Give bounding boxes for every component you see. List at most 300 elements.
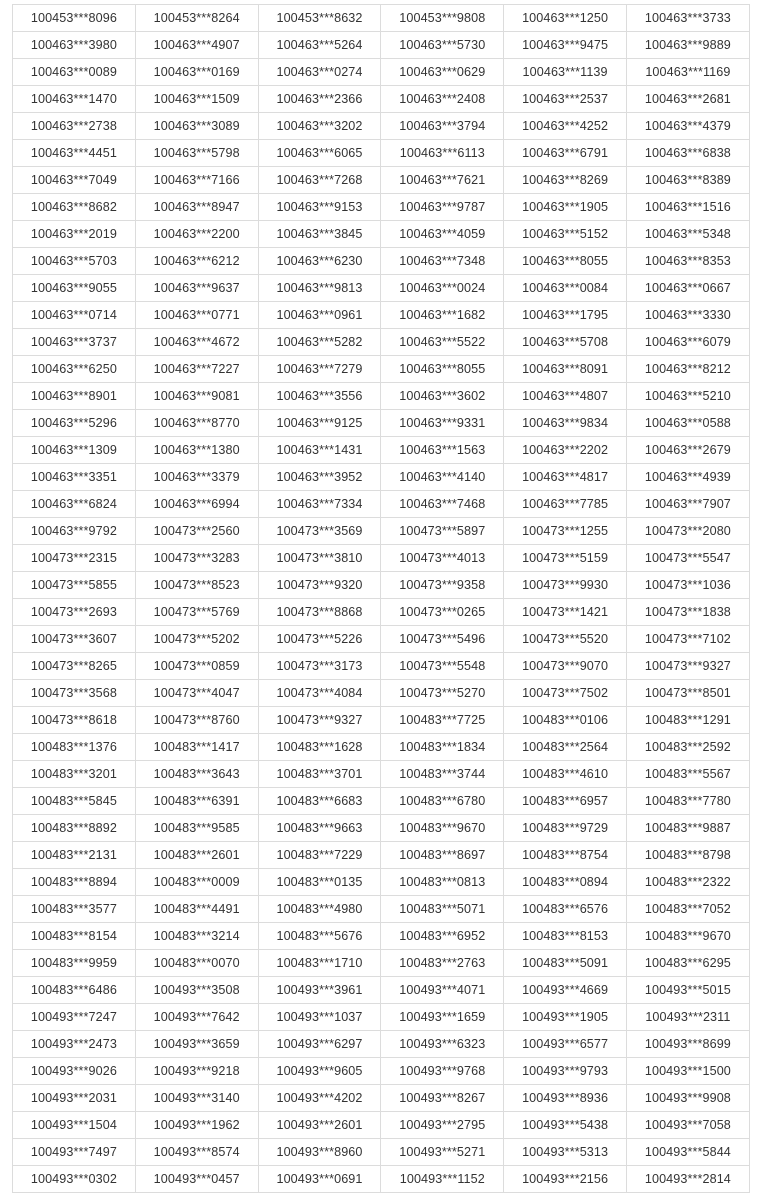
table-cell: 100463***7049 (13, 167, 136, 194)
table-cell: 100463***3330 (626, 302, 749, 329)
table-cell: 100463***3952 (258, 464, 381, 491)
table-cell: 100493***9605 (258, 1058, 381, 1085)
table-cell: 100483***7780 (626, 788, 749, 815)
table-cell: 100463***2366 (258, 86, 381, 113)
table-cell: 100463***8353 (626, 248, 749, 275)
table-row (13, 626, 750, 653)
table-cell: 100463***1431 (258, 437, 381, 464)
table-cell: 100463***4140 (381, 464, 504, 491)
table-cell: 100463***0667 (626, 275, 749, 302)
table-cell: 100483***1834 (381, 734, 504, 761)
table-cell: 100493***1500 (626, 1058, 749, 1085)
table-cell: 100473***8868 (258, 599, 381, 626)
table-row (13, 599, 750, 626)
table-cell: 100473***5897 (381, 518, 504, 545)
table-cell: 100483***7725 (381, 707, 504, 734)
table-cell: 100463***3379 (135, 464, 258, 491)
table-cell: 100463***9889 (626, 32, 749, 59)
table-cell: 100483***2763 (381, 950, 504, 977)
table-cell: 100473***5226 (258, 626, 381, 653)
table-row (13, 1166, 750, 1193)
table-cell: 100473***4084 (258, 680, 381, 707)
table-row (13, 86, 750, 113)
table-cell: 100493***5438 (504, 1112, 627, 1139)
table-cell: 100463***9081 (135, 383, 258, 410)
table-row (13, 1004, 750, 1031)
table-row (13, 707, 750, 734)
table-cell: 100463***4817 (504, 464, 627, 491)
table-cell: 100483***8754 (504, 842, 627, 869)
table-cell: 100463***9125 (258, 410, 381, 437)
table-cell: 100483***4491 (135, 896, 258, 923)
table-cell: 100483***6576 (504, 896, 627, 923)
table-cell: 100483***6486 (13, 977, 136, 1004)
table-cell: 100493***1659 (381, 1004, 504, 1031)
table-cell: 100473***9327 (258, 707, 381, 734)
table-cell: 100483***6780 (381, 788, 504, 815)
table-cell: 100473***3607 (13, 626, 136, 653)
table-cell: 100473***2560 (135, 518, 258, 545)
table-cell: 100483***3201 (13, 761, 136, 788)
table-cell: 100493***4202 (258, 1085, 381, 1112)
table-cell: 100483***0009 (135, 869, 258, 896)
table-cell: 100473***7102 (626, 626, 749, 653)
table-cell: 100463***5282 (258, 329, 381, 356)
table-row (13, 32, 750, 59)
table-cell: 100463***2200 (135, 221, 258, 248)
table-cell: 100493***9218 (135, 1058, 258, 1085)
table-cell: 100483***8153 (504, 923, 627, 950)
table-cell: 100463***1509 (135, 86, 258, 113)
table-cell: 100463***3733 (626, 5, 749, 32)
table-row (13, 1085, 750, 1112)
table-cell: 100463***1169 (626, 59, 749, 86)
table-cell: 100463***6113 (381, 140, 504, 167)
table-cell: 100463***4059 (381, 221, 504, 248)
table-cell: 100493***5844 (626, 1139, 749, 1166)
table-cell: 100463***1309 (13, 437, 136, 464)
table-row (13, 329, 750, 356)
table-row (13, 383, 750, 410)
table-cell: 100483***6391 (135, 788, 258, 815)
table-cell: 100493***2473 (13, 1031, 136, 1058)
table-cell: 100463***3980 (13, 32, 136, 59)
table-cell: 100463***0274 (258, 59, 381, 86)
table-cell: 100463***9153 (258, 194, 381, 221)
table-cell: 100483***1628 (258, 734, 381, 761)
table-cell: 100463***9787 (381, 194, 504, 221)
table-cell: 100493***1504 (13, 1112, 136, 1139)
table-row (13, 680, 750, 707)
table-cell: 100483***7229 (258, 842, 381, 869)
table-cell: 100483***2601 (135, 842, 258, 869)
table-cell: 100483***1376 (13, 734, 136, 761)
table-cell: 100463***1470 (13, 86, 136, 113)
table-row (13, 437, 750, 464)
table-cell: 100483***5091 (504, 950, 627, 977)
table-cell: 100493***6323 (381, 1031, 504, 1058)
table-cell: 100493***2601 (258, 1112, 381, 1139)
table-cell: 100463***2681 (626, 86, 749, 113)
table-cell: 100463***5348 (626, 221, 749, 248)
table-cell: 100463***7468 (381, 491, 504, 518)
table-cell: 100463***1905 (504, 194, 627, 221)
table-cell: 100483***2564 (504, 734, 627, 761)
table-row (13, 761, 750, 788)
table-cell: 100463***0089 (13, 59, 136, 86)
table-cell: 100483***4980 (258, 896, 381, 923)
table-cell: 100483***2592 (626, 734, 749, 761)
table-cell: 100463***6791 (504, 140, 627, 167)
table-cell: 100493***5015 (626, 977, 749, 1004)
id-table-body (13, 5, 750, 1193)
table-cell: 100493***7058 (626, 1112, 749, 1139)
table-row (13, 5, 750, 32)
id-table (12, 4, 750, 1193)
table-cell: 100493***6577 (504, 1031, 627, 1058)
table-row (13, 923, 750, 950)
table-row (13, 59, 750, 86)
table-cell: 100463***5296 (13, 410, 136, 437)
table-row (13, 167, 750, 194)
table-row (13, 518, 750, 545)
table-cell: 100473***5159 (504, 545, 627, 572)
table-cell: 100493***6297 (258, 1031, 381, 1058)
table-cell: 100483***6683 (258, 788, 381, 815)
table-cell: 100463***9475 (504, 32, 627, 59)
table-cell: 100483***0813 (381, 869, 504, 896)
table-row (13, 1031, 750, 1058)
table-cell: 100493***0457 (135, 1166, 258, 1193)
table-cell: 100483***6952 (381, 923, 504, 950)
table-cell: 100473***5855 (13, 572, 136, 599)
table-row (13, 950, 750, 977)
table-cell: 100483***5071 (381, 896, 504, 923)
table-cell: 100463***3202 (258, 113, 381, 140)
table-cell: 100483***5567 (626, 761, 749, 788)
table-cell: 100463***0629 (381, 59, 504, 86)
table-cell: 100483***5676 (258, 923, 381, 950)
table-cell: 100493***7247 (13, 1004, 136, 1031)
table-cell: 100483***4610 (504, 761, 627, 788)
table-cell: 100473***0265 (381, 599, 504, 626)
table-cell: 100493***8936 (504, 1085, 627, 1112)
table-cell: 100493***3140 (135, 1085, 258, 1112)
table-cell: 100463***1139 (504, 59, 627, 86)
table-row (13, 869, 750, 896)
table-cell: 100463***2019 (13, 221, 136, 248)
table-cell: 100453***8096 (13, 5, 136, 32)
table-cell: 100473***2080 (626, 518, 749, 545)
table-cell: 100483***1710 (258, 950, 381, 977)
table-cell: 100463***6838 (626, 140, 749, 167)
table-cell: 100483***3577 (13, 896, 136, 923)
table-cell: 100463***8055 (381, 356, 504, 383)
table-cell: 100493***8267 (381, 1085, 504, 1112)
table-cell: 100483***3744 (381, 761, 504, 788)
table-cell: 100493***0691 (258, 1166, 381, 1193)
table-cell: 100483***0070 (135, 950, 258, 977)
table-row (13, 977, 750, 1004)
table-cell: 100493***8960 (258, 1139, 381, 1166)
table-cell: 100453***8264 (135, 5, 258, 32)
table-cell: 100483***8154 (13, 923, 136, 950)
table-cell: 100463***8212 (626, 356, 749, 383)
table-cell: 100473***9358 (381, 572, 504, 599)
table-cell: 100463***4672 (135, 329, 258, 356)
table-cell: 100463***1795 (504, 302, 627, 329)
table-row (13, 572, 750, 599)
table-cell: 100493***5313 (504, 1139, 627, 1166)
table-row (13, 302, 750, 329)
table-cell: 100493***7642 (135, 1004, 258, 1031)
table-row (13, 491, 750, 518)
table-row (13, 653, 750, 680)
table-cell: 100493***2031 (13, 1085, 136, 1112)
table-cell: 100483***1417 (135, 734, 258, 761)
table-cell: 100493***0302 (13, 1166, 136, 1193)
table-cell: 100483***9663 (258, 815, 381, 842)
table-cell: 100483***9887 (626, 815, 749, 842)
table-cell: 100463***4379 (626, 113, 749, 140)
table-cell: 100463***1250 (504, 5, 627, 32)
table-cell: 100473***5520 (504, 626, 627, 653)
table-row (13, 815, 750, 842)
table-row (13, 1058, 750, 1085)
table-cell: 100473***8265 (13, 653, 136, 680)
table-cell: 100483***8892 (13, 815, 136, 842)
table-row (13, 1112, 750, 1139)
table-row (13, 734, 750, 761)
table-cell: 100463***6824 (13, 491, 136, 518)
table-cell: 100463***5522 (381, 329, 504, 356)
table-cell: 100493***4071 (381, 977, 504, 1004)
table-cell: 100463***0169 (135, 59, 258, 86)
table-cell: 100493***9793 (504, 1058, 627, 1085)
table-row (13, 896, 750, 923)
table-cell: 100473***1036 (626, 572, 749, 599)
table-cell: 100493***8574 (135, 1139, 258, 1166)
table-cell: 100463***8947 (135, 194, 258, 221)
table-cell: 100463***9834 (504, 410, 627, 437)
table-cell: 100493***9908 (626, 1085, 749, 1112)
table-cell: 100473***1421 (504, 599, 627, 626)
table-cell: 100493***2311 (626, 1004, 749, 1031)
table-cell: 100463***3556 (258, 383, 381, 410)
table-cell: 100463***9055 (13, 275, 136, 302)
table-cell: 100483***3701 (258, 761, 381, 788)
table-cell: 100463***5798 (135, 140, 258, 167)
table-cell: 100473***5202 (135, 626, 258, 653)
table-cell: 100463***5730 (381, 32, 504, 59)
table-cell: 100463***2202 (504, 437, 627, 464)
table-row (13, 464, 750, 491)
table-cell: 100453***9808 (381, 5, 504, 32)
table-cell: 100463***8269 (504, 167, 627, 194)
table-cell: 100483***9585 (135, 815, 258, 842)
table-cell: 100483***9729 (504, 815, 627, 842)
table-row (13, 842, 750, 869)
table-cell: 100473***5548 (381, 653, 504, 680)
table-cell: 100493***2814 (626, 1166, 749, 1193)
table-cell: 100473***9070 (504, 653, 627, 680)
table-cell: 100493***2795 (381, 1112, 504, 1139)
table-cell: 100493***9026 (13, 1058, 136, 1085)
table-cell: 100463***4907 (135, 32, 258, 59)
table-row (13, 221, 750, 248)
table-cell: 100473***8618 (13, 707, 136, 734)
table-cell: 100463***3737 (13, 329, 136, 356)
table-cell: 100473***8523 (135, 572, 258, 599)
table-cell: 100463***7785 (504, 491, 627, 518)
table-cell: 100483***3214 (135, 923, 258, 950)
table-row (13, 140, 750, 167)
table-cell: 100483***2322 (626, 869, 749, 896)
table-cell: 100463***3351 (13, 464, 136, 491)
table-cell: 100473***1838 (626, 599, 749, 626)
table-row (13, 275, 750, 302)
table-cell: 100473***5769 (135, 599, 258, 626)
table-cell: 100463***0961 (258, 302, 381, 329)
table-cell: 100473***9320 (258, 572, 381, 599)
table-cell: 100473***3810 (258, 545, 381, 572)
table-cell: 100463***5264 (258, 32, 381, 59)
table-cell: 100473***4013 (381, 545, 504, 572)
table-cell: 100473***2315 (13, 545, 136, 572)
table-cell: 100483***8697 (381, 842, 504, 869)
table-cell: 100463***8389 (626, 167, 749, 194)
table-cell: 100493***4669 (504, 977, 627, 1004)
table-cell: 100463***8770 (135, 410, 258, 437)
table-cell: 100463***3794 (381, 113, 504, 140)
table-cell: 100463***0714 (13, 302, 136, 329)
table-cell: 100463***4451 (13, 140, 136, 167)
table-cell: 100463***3602 (381, 383, 504, 410)
table-cell: 100463***8901 (13, 383, 136, 410)
table-cell: 100463***9331 (381, 410, 504, 437)
table-row (13, 545, 750, 572)
table-cell: 100463***1682 (381, 302, 504, 329)
table-cell: 100463***8682 (13, 194, 136, 221)
table-cell: 100463***0588 (626, 410, 749, 437)
table-cell: 100483***9670 (381, 815, 504, 842)
table-cell: 100493***3961 (258, 977, 381, 1004)
table-cell: 100463***7621 (381, 167, 504, 194)
table-cell: 100493***7497 (13, 1139, 136, 1166)
table-cell: 100493***8699 (626, 1031, 749, 1058)
table-cell: 100463***2537 (504, 86, 627, 113)
table-row (13, 194, 750, 221)
table-cell: 100473***3173 (258, 653, 381, 680)
table-cell: 100463***8055 (504, 248, 627, 275)
table-row (13, 1139, 750, 1166)
table-cell: 100473***7502 (504, 680, 627, 707)
table-cell: 100493***5271 (381, 1139, 504, 1166)
table-cell: 100463***0771 (135, 302, 258, 329)
table-cell: 100483***5845 (13, 788, 136, 815)
table-cell: 100473***0859 (135, 653, 258, 680)
table-cell: 100463***7279 (258, 356, 381, 383)
table-row (13, 248, 750, 275)
table-cell: 100473***9327 (626, 653, 749, 680)
table-cell: 100463***6250 (13, 356, 136, 383)
id-table-container (12, 4, 749, 1193)
table-cell: 100473***3568 (13, 680, 136, 707)
table-cell: 100463***1563 (381, 437, 504, 464)
table-cell: 100493***3659 (135, 1031, 258, 1058)
table-cell: 100463***8091 (504, 356, 627, 383)
table-cell: 100463***6230 (258, 248, 381, 275)
table-cell: 100463***1516 (626, 194, 749, 221)
table-cell: 100463***3845 (258, 221, 381, 248)
table-cell: 100493***1152 (381, 1166, 504, 1193)
table-cell: 100463***5210 (626, 383, 749, 410)
table-cell: 100463***2738 (13, 113, 136, 140)
table-cell: 100463***1380 (135, 437, 258, 464)
table-cell: 100463***7268 (258, 167, 381, 194)
table-cell: 100463***4252 (504, 113, 627, 140)
table-cell: 100473***9930 (504, 572, 627, 599)
table-cell: 100483***0106 (504, 707, 627, 734)
table-cell: 100463***7334 (258, 491, 381, 518)
table-cell: 100463***6212 (135, 248, 258, 275)
table-cell: 100473***4047 (135, 680, 258, 707)
table-cell: 100473***3569 (258, 518, 381, 545)
table-cell: 100483***6957 (504, 788, 627, 815)
table-cell: 100463***5708 (504, 329, 627, 356)
table-cell: 100483***7052 (626, 896, 749, 923)
table-cell: 100483***6295 (626, 950, 749, 977)
table-cell: 100473***5547 (626, 545, 749, 572)
table-cell: 100483***9670 (626, 923, 749, 950)
table-cell: 100463***6079 (626, 329, 749, 356)
table-cell: 100463***9792 (13, 518, 136, 545)
table-cell: 100453***8632 (258, 5, 381, 32)
table-cell: 100463***9637 (135, 275, 258, 302)
table-cell: 100493***9768 (381, 1058, 504, 1085)
table-cell: 100473***5270 (381, 680, 504, 707)
table-row (13, 356, 750, 383)
table-row (13, 788, 750, 815)
table-cell: 100483***0894 (504, 869, 627, 896)
table-cell: 100463***2679 (626, 437, 749, 464)
table-cell: 100473***1255 (504, 518, 627, 545)
table-cell: 100493***1037 (258, 1004, 381, 1031)
table-row (13, 410, 750, 437)
table-cell: 100463***6994 (135, 491, 258, 518)
table-cell: 100473***5496 (381, 626, 504, 653)
table-cell: 100483***2131 (13, 842, 136, 869)
table-cell: 100473***3283 (135, 545, 258, 572)
table-cell: 100473***2693 (13, 599, 136, 626)
table-cell: 100483***8894 (13, 869, 136, 896)
table-cell: 100473***8760 (135, 707, 258, 734)
table-cell: 100463***7166 (135, 167, 258, 194)
table-cell: 100493***2156 (504, 1166, 627, 1193)
table-cell: 100463***4807 (504, 383, 627, 410)
table-cell: 100463***2408 (381, 86, 504, 113)
table-cell: 100463***7907 (626, 491, 749, 518)
table-cell: 100463***5703 (13, 248, 136, 275)
table-cell: 100493***1962 (135, 1112, 258, 1139)
table-cell: 100483***3643 (135, 761, 258, 788)
table-cell: 100463***9813 (258, 275, 381, 302)
table-cell: 100463***7227 (135, 356, 258, 383)
table-cell: 100493***1905 (504, 1004, 627, 1031)
table-cell: 100463***4939 (626, 464, 749, 491)
table-cell: 100483***8798 (626, 842, 749, 869)
table-cell: 100463***7348 (381, 248, 504, 275)
